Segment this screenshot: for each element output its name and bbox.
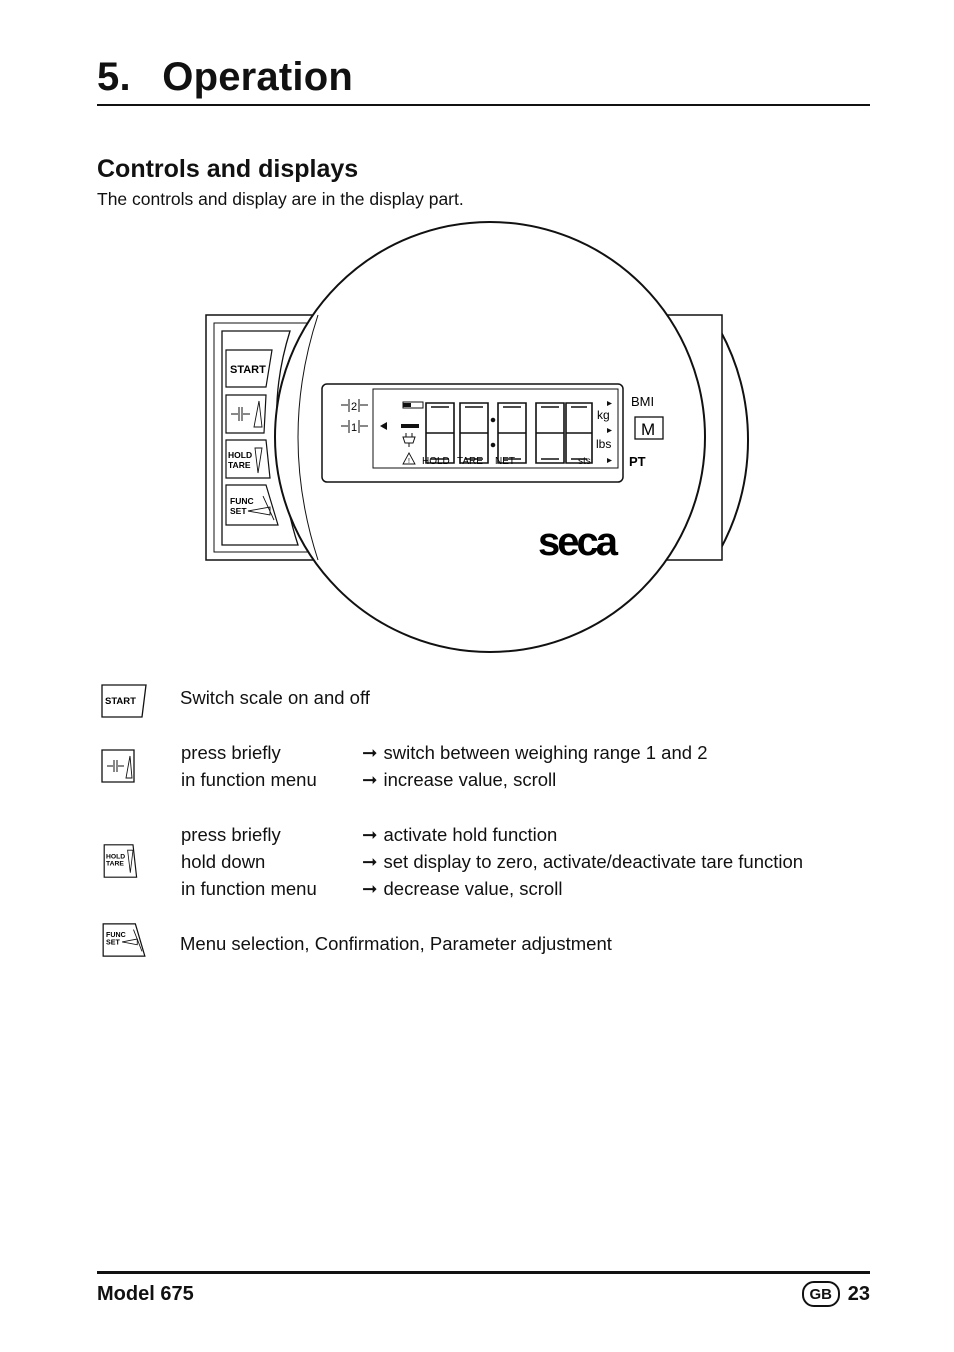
control-range-line2-left: in function menu bbox=[181, 769, 317, 790]
scale-display-diagram bbox=[200, 215, 760, 655]
footer-page-info bbox=[802, 1281, 870, 1307]
svg-text:TARE: TARE bbox=[457, 456, 483, 467]
svg-text:HOLD: HOLD bbox=[106, 853, 126, 861]
svg-text:FUNC: FUNC bbox=[106, 931, 126, 940]
language-badge: GB bbox=[802, 1281, 840, 1307]
svg-text:BMI: BMI bbox=[631, 394, 655, 409]
svg-text:SET: SET bbox=[230, 506, 247, 516]
hold-tare-button-icon bbox=[100, 843, 148, 879]
section-title: Controls and displays bbox=[97, 155, 359, 183]
control-hold-line3-left: in function menu bbox=[181, 878, 317, 899]
svg-text:sts: sts bbox=[578, 456, 591, 467]
start-button[interactable] bbox=[226, 350, 272, 387]
svg-text:!: ! bbox=[408, 458, 410, 465]
footer-rule bbox=[97, 1271, 870, 1274]
housing-right-arc bbox=[720, 330, 748, 550]
page-number: 23 bbox=[847, 1283, 870, 1305]
svg-text:NET: NET bbox=[495, 456, 515, 467]
range-button-icon bbox=[100, 748, 148, 784]
svg-text:TARE: TARE bbox=[228, 460, 251, 470]
control-range-line1-left: press briefly bbox=[181, 742, 281, 763]
svg-text:HOLD: HOLD bbox=[228, 450, 253, 460]
range-button[interactable] bbox=[226, 395, 266, 433]
svg-text:kg: kg bbox=[597, 408, 610, 422]
svg-text:lbs: lbs bbox=[596, 437, 612, 451]
hold-tare-button[interactable] bbox=[226, 440, 270, 478]
func-set-button-icon bbox=[100, 922, 148, 958]
control-hold-line3-right: ➞ decrease value, scroll bbox=[362, 878, 563, 899]
svg-text:M: M bbox=[641, 420, 656, 439]
svg-text:1: 1 bbox=[351, 422, 358, 434]
control-hold-line1-right: ➞ activate hold function bbox=[362, 824, 558, 845]
control-func-text: Menu selection, Confirmation, Parameter adjustment bbox=[180, 933, 612, 954]
svg-text:PT: PT bbox=[629, 454, 646, 469]
control-hold-line1-left: press briefly bbox=[181, 824, 281, 845]
title-rule bbox=[97, 104, 870, 106]
control-start-text: Switch scale on and off bbox=[180, 687, 370, 708]
svg-text:HOLD: HOLD bbox=[422, 456, 450, 467]
minus-segment bbox=[401, 424, 419, 428]
chapter-title: 5. Operation bbox=[97, 55, 353, 99]
start-button-icon bbox=[100, 683, 148, 719]
section-intro: The controls and display are in the display part. bbox=[97, 189, 464, 209]
start-button-label: START bbox=[230, 364, 266, 376]
svg-text:START: START bbox=[105, 696, 136, 707]
svg-text:2: 2 bbox=[351, 401, 358, 413]
seca-logo: seca bbox=[538, 520, 615, 564]
control-hold-line2-left: hold down bbox=[181, 851, 266, 872]
svg-text:SET: SET bbox=[106, 938, 120, 947]
control-hold-line2-right: ➞ set display to zero, activate/deactivate tare function bbox=[362, 851, 804, 872]
svg-text:FUNC: FUNC bbox=[230, 496, 254, 506]
control-range-line2-right: ➞ increase value, scroll bbox=[362, 769, 557, 790]
svg-text:TARE: TARE bbox=[106, 860, 124, 868]
control-range-line1-right: ➞ switch between weighing range 1 and 2 bbox=[362, 742, 708, 763]
footer-model: Model 675 bbox=[97, 1283, 194, 1305]
